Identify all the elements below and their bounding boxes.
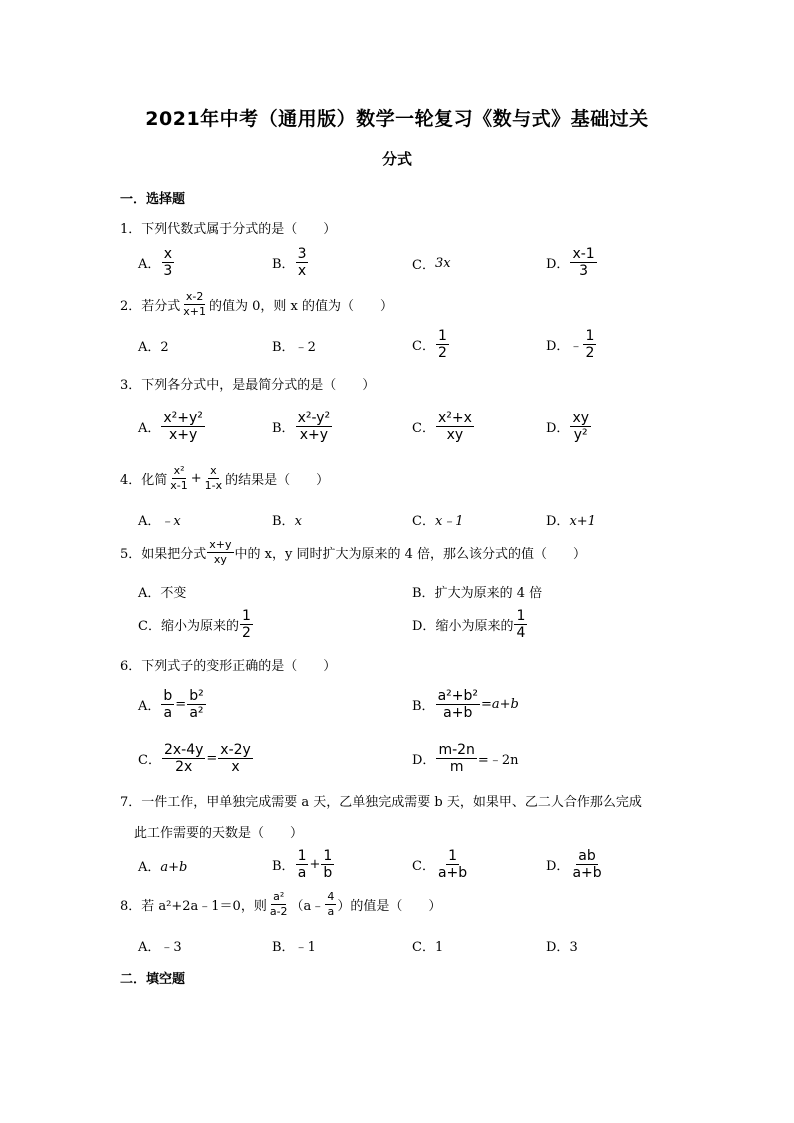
question-5-stem: 5．如果把分式 $\frac{x+y}{xy}$ 中的 x，y 同时扩大为原来的 4 倍，那么该分式的值（ ） [120, 538, 587, 566]
q7-option-c: C． $\frac{1}{a+b}$ [412, 848, 468, 881]
q5-option-c: C． 缩小为原来的 $\frac{1}{2}$ [138, 608, 251, 641]
q1-option-b: B． $\frac{3}{x}$ [272, 246, 307, 279]
question-8-stem: 8．若 a²+2a﹣1＝0，则 $\frac{\text{a²}}{a-2}$ （a﹣ $\frac{4}{a}$ ）的值是（ ） [120, 890, 442, 918]
q8-option-a: A．﹣3 [138, 940, 182, 955]
section-heading-fill-blank: 二．填空题 [120, 972, 186, 987]
page-subtitle: 分式 [381, 150, 412, 168]
q4-option-d: D．x+1 [546, 514, 596, 529]
q4-option-a: A．﹣x [138, 514, 181, 529]
q5-option-d: D． 缩小为原来的 $\frac{1}{4}$ [412, 608, 526, 641]
q5-option-a: A．不变 [138, 586, 187, 601]
q8-option-d: D．3 [546, 940, 578, 955]
q3-option-a: A． $\frac{\text{x²+y²}}{x+y}$ [138, 410, 203, 443]
q1-option-d: D． $\frac{x-1}{3}$ [546, 246, 595, 279]
question-1-stem: 1．下列代数式属于分式的是（ ） [120, 222, 337, 237]
q2-option-a: A．2 [138, 340, 169, 355]
q7-option-b: B． $\frac{1}{a}$ + $\frac{1}{b}$ [272, 848, 333, 881]
question-3-stem: 3．下列各分式中，是最简分式的是（ ） [120, 378, 376, 393]
q1-option-c: C． 3x [412, 256, 451, 273]
section-heading-choice: 一．选择题 [120, 192, 186, 207]
q6-option-d: D． $\frac{m-2n}{m}$ =﹣2n [412, 742, 519, 775]
q7-option-d: D． $\frac{ab}{a+b}$ [546, 848, 602, 881]
q6-option-c: C． $\frac{2x-4y}{2x}$ = $\frac{x-2y}{x}$ [138, 742, 251, 775]
q3-option-c: C． $\frac{\text{x²+x}}{xy}$ [412, 410, 472, 443]
q3-option-b: B． $\frac{\text{x²-y²}}{x+y}$ [272, 410, 331, 443]
q4-option-c: C．x﹣1 [412, 514, 464, 529]
question-7-stem-line1: 7．一件工作，甲单独完成需要 a 天，乙单独完成需要 b 天，如果甲、乙二人合作那么完成 [120, 795, 642, 810]
question-7-stem-line2: 此工作需要的天数是（ ） [134, 826, 304, 841]
question-4-stem: 4．化简 $\frac{\text{x²}}{x-1}$ + $\frac{x}{1-x}$ 的结果是（ ） [120, 464, 330, 492]
q3-option-d: D． $\frac{xy}{\text{y²}}$ [546, 410, 590, 443]
q5-option-b: B．扩大为原来的 4 倍 [412, 586, 543, 601]
page-title: 2021年中考（通用版）数学一轮复习《数与式》基础过关 [145, 108, 649, 130]
q6-option-b: B． $\frac{\text{a²+b²}}{a+b}$ =a+b [412, 688, 519, 721]
q7-option-a: A．a+b [138, 860, 188, 875]
question-2-stem: 2．若分式 $\frac{x-2}{x+1}$ 的值为 0，则 x 的值为（ ） [120, 290, 394, 318]
q2-option-d: D． ﹣ $\frac{1}{2}$ [546, 328, 595, 361]
q2-option-b: B．﹣2 [272, 340, 316, 355]
q6-option-a: A． $\frac{b}{a}$ = $\frac{\text{b²}}{\text{a²}}$ [138, 688, 204, 721]
q2-option-c: C． $\frac{1}{2}$ [412, 328, 447, 361]
q1-option-a: A． $\frac{x}{3}$ [138, 246, 173, 279]
q8-option-b: B．﹣1 [272, 940, 316, 955]
q8-option-c: C．1 [412, 940, 444, 955]
question-6-stem: 6．下列式子的变形正确的是（ ） [120, 659, 337, 674]
q4-option-b: B．x [272, 514, 302, 529]
